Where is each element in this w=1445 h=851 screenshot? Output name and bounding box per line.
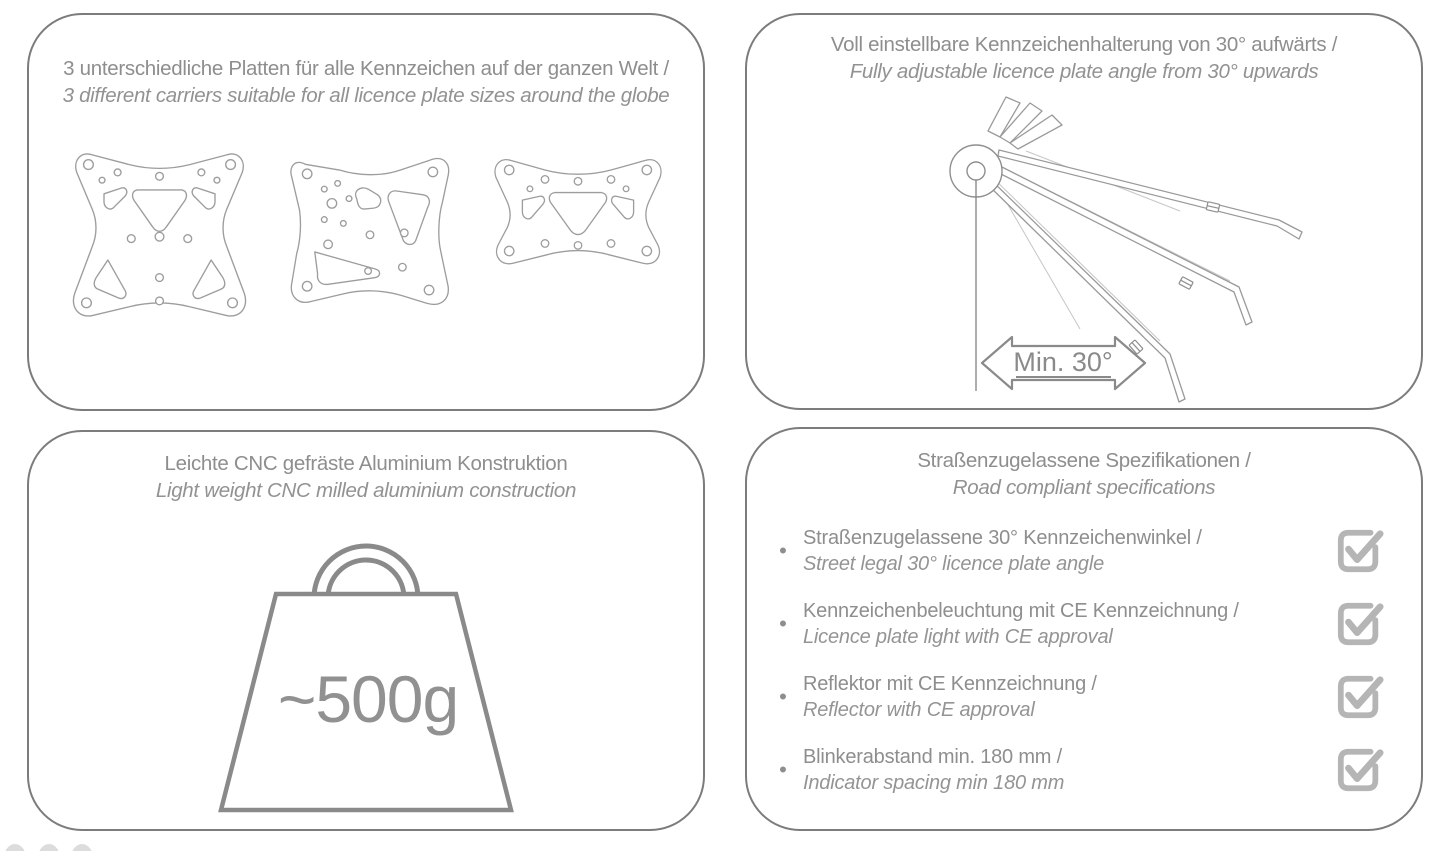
carrier-plates-drawings [67, 145, 668, 340]
adjustable-holder-drawing [930, 91, 1400, 409]
bullet-dot: • [779, 611, 787, 636]
page-dot [38, 844, 60, 851]
weight-title-de: Leichte CNC gefräste Aluminium Konstruktion [164, 452, 568, 475]
spec-spacing-en: Indicator spacing min 180 mm [803, 772, 1065, 794]
spec-row-angle [763, 525, 1385, 577]
carrier-plate-medium-drawing [280, 151, 460, 311]
specs-title-de: Straßenzugelassene Spezifikationen / [917, 449, 1251, 472]
panel-weight [27, 430, 705, 831]
page-dot [71, 844, 93, 851]
spec-angle-de: Straßenzugelassene 30° Kennzeichenwinkel / [803, 527, 1202, 549]
adjustable-title-en: Fully adjustable licence plate angle from 30° upwards [849, 60, 1319, 83]
weight-icon [216, 524, 516, 816]
checkbox-checked-icon [1335, 600, 1385, 648]
angle-label: Min. 30° [1013, 347, 1113, 377]
spec-spacing-de: Blinkerabstand min. 180 mm / [803, 746, 1062, 768]
panel-weight-title [29, 432, 703, 504]
adjustable-title-de: Voll einstellbare Kennzeichenhalterung von 30° aufwärts / [830, 33, 1338, 56]
panel-specifications-title [747, 429, 1421, 501]
checkbox-checked-icon [1335, 527, 1385, 575]
spec-row-reflector [763, 671, 1385, 723]
carriers-title-de: 3 unterschiedliche Platten für alle Kennzeichen auf der ganzen Welt / [63, 57, 669, 80]
page-dot [4, 844, 26, 851]
checkbox-checked-icon [1335, 673, 1385, 721]
bullet-dot: • [779, 684, 787, 709]
specs-title-en: Road compliant specifications [952, 476, 1216, 499]
carriers-title-en: 3 different carriers suitable for all licence plate sizes around the globe [62, 84, 670, 107]
bullet-dot: • [779, 757, 787, 782]
carrier-plate-small-drawing [488, 153, 668, 268]
panel-adjustable-angle-title [747, 15, 1421, 85]
spec-reflector-de: Reflektor mit CE Kennzeichnung / [803, 673, 1097, 695]
panel-adjustable-angle [745, 13, 1423, 410]
weight-value-label: ~500g [277, 662, 459, 736]
spec-reflector-en: Reflector with CE approval [803, 699, 1035, 721]
panel-carrier-plates-title [29, 15, 703, 109]
spec-row-indicator-spacing [763, 744, 1385, 796]
carrier-plate-large-drawing [67, 145, 252, 340]
panel-carrier-plates [27, 13, 705, 411]
checkbox-checked-icon [1335, 746, 1385, 794]
spec-row-light [763, 598, 1385, 650]
panel-specifications [745, 427, 1423, 831]
spec-light-en: Licence plate light with CE approval [803, 626, 1113, 648]
spec-angle-en: Street legal 30° licence plate angle [803, 553, 1105, 575]
spec-light-de: Kennzeichenbeleuchtung mit CE Kennzeichnung / [803, 600, 1239, 622]
spec-list [747, 525, 1421, 796]
bullet-dot: • [779, 538, 787, 563]
weight-title-en: Light weight CNC milled aluminium construction [155, 479, 577, 502]
